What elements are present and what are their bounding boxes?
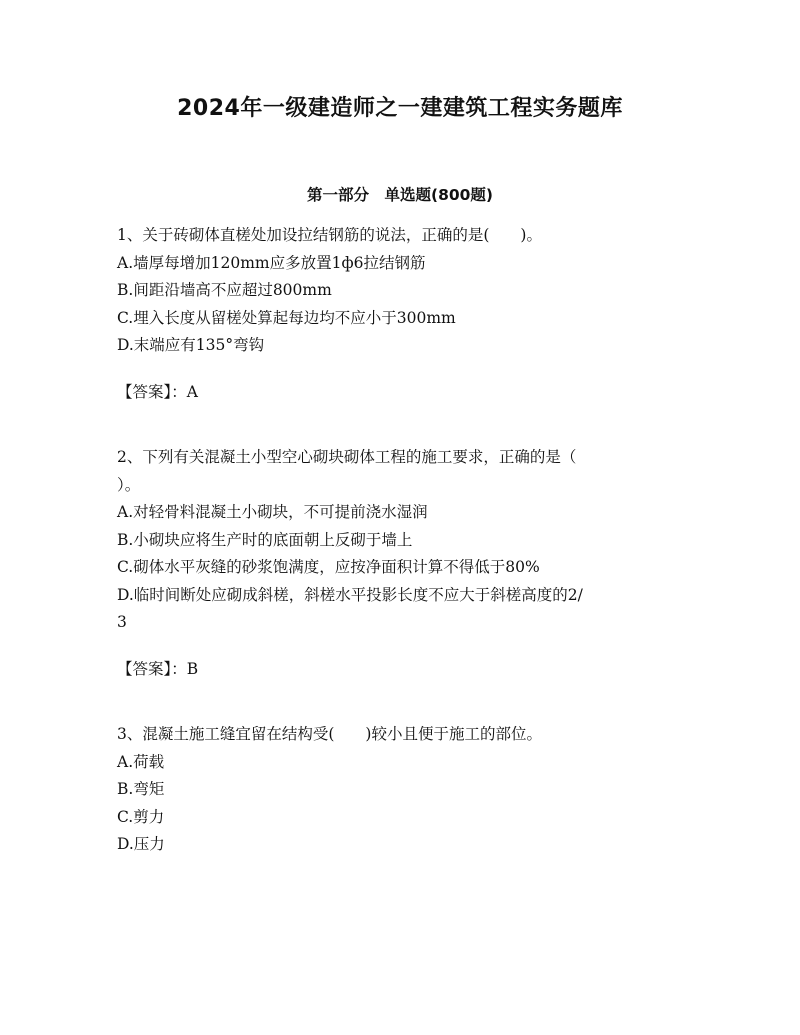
question-stem-continued: ）。 (117, 475, 141, 494)
option-a: A.荷载 (117, 752, 165, 771)
question-stem: 3、混凝土施工缝宜留在结构受( )较小且便于施工的部位。 (117, 725, 542, 743)
option-c: C.砌体水平灰缝的砂浆饱满度，应按净面积计算不得低于80% (117, 558, 540, 576)
question-3 (117, 721, 677, 859)
option-b: B.弯矩 (117, 780, 165, 798)
option-a: A.对轻骨料混凝土小砌块，不可提前浇水湿润 (117, 503, 428, 521)
answer-label: 【答案】：B (117, 659, 199, 678)
question-list (117, 222, 677, 859)
option-a: A.墙厚每增加120mm应多放置1ф6拉结钢筋 (117, 253, 426, 272)
question-stem: 2、下列有关混凝土小型空心砌块砌体工程的施工要求，正确的是（ (117, 448, 577, 466)
option-c: C.剪力 (117, 807, 165, 826)
option-b: B.间距沿墙高不应超过800mm (117, 281, 332, 299)
question-1 (117, 222, 677, 406)
option-d: D.末端应有135°弯钩 (117, 336, 265, 354)
option-c: C.埋入长度从留槎处算起每边均不应小于300mm (117, 308, 456, 327)
option-d-continued: 3 (117, 613, 127, 631)
question-2 (117, 444, 677, 683)
option-b: B.小砌块应将生产时的底面朝上反砌于墙上 (117, 530, 413, 549)
option-d: D.压力 (117, 835, 165, 853)
option-d: D.临时间断处应砌成斜槎，斜槎水平投影长度不应大于斜槎高度的2/ (117, 585, 583, 604)
question-stem: 1、关于砖砌体直槎处加设拉结钢筋的说法，正确的是( )。 (117, 226, 542, 244)
document-title: 2024年一级建造师之一建建筑工程实务题库 (177, 96, 623, 121)
answer-label: 【答案】：A (117, 382, 198, 401)
section-title: 第一部分 单选题(800题) (306, 186, 494, 204)
